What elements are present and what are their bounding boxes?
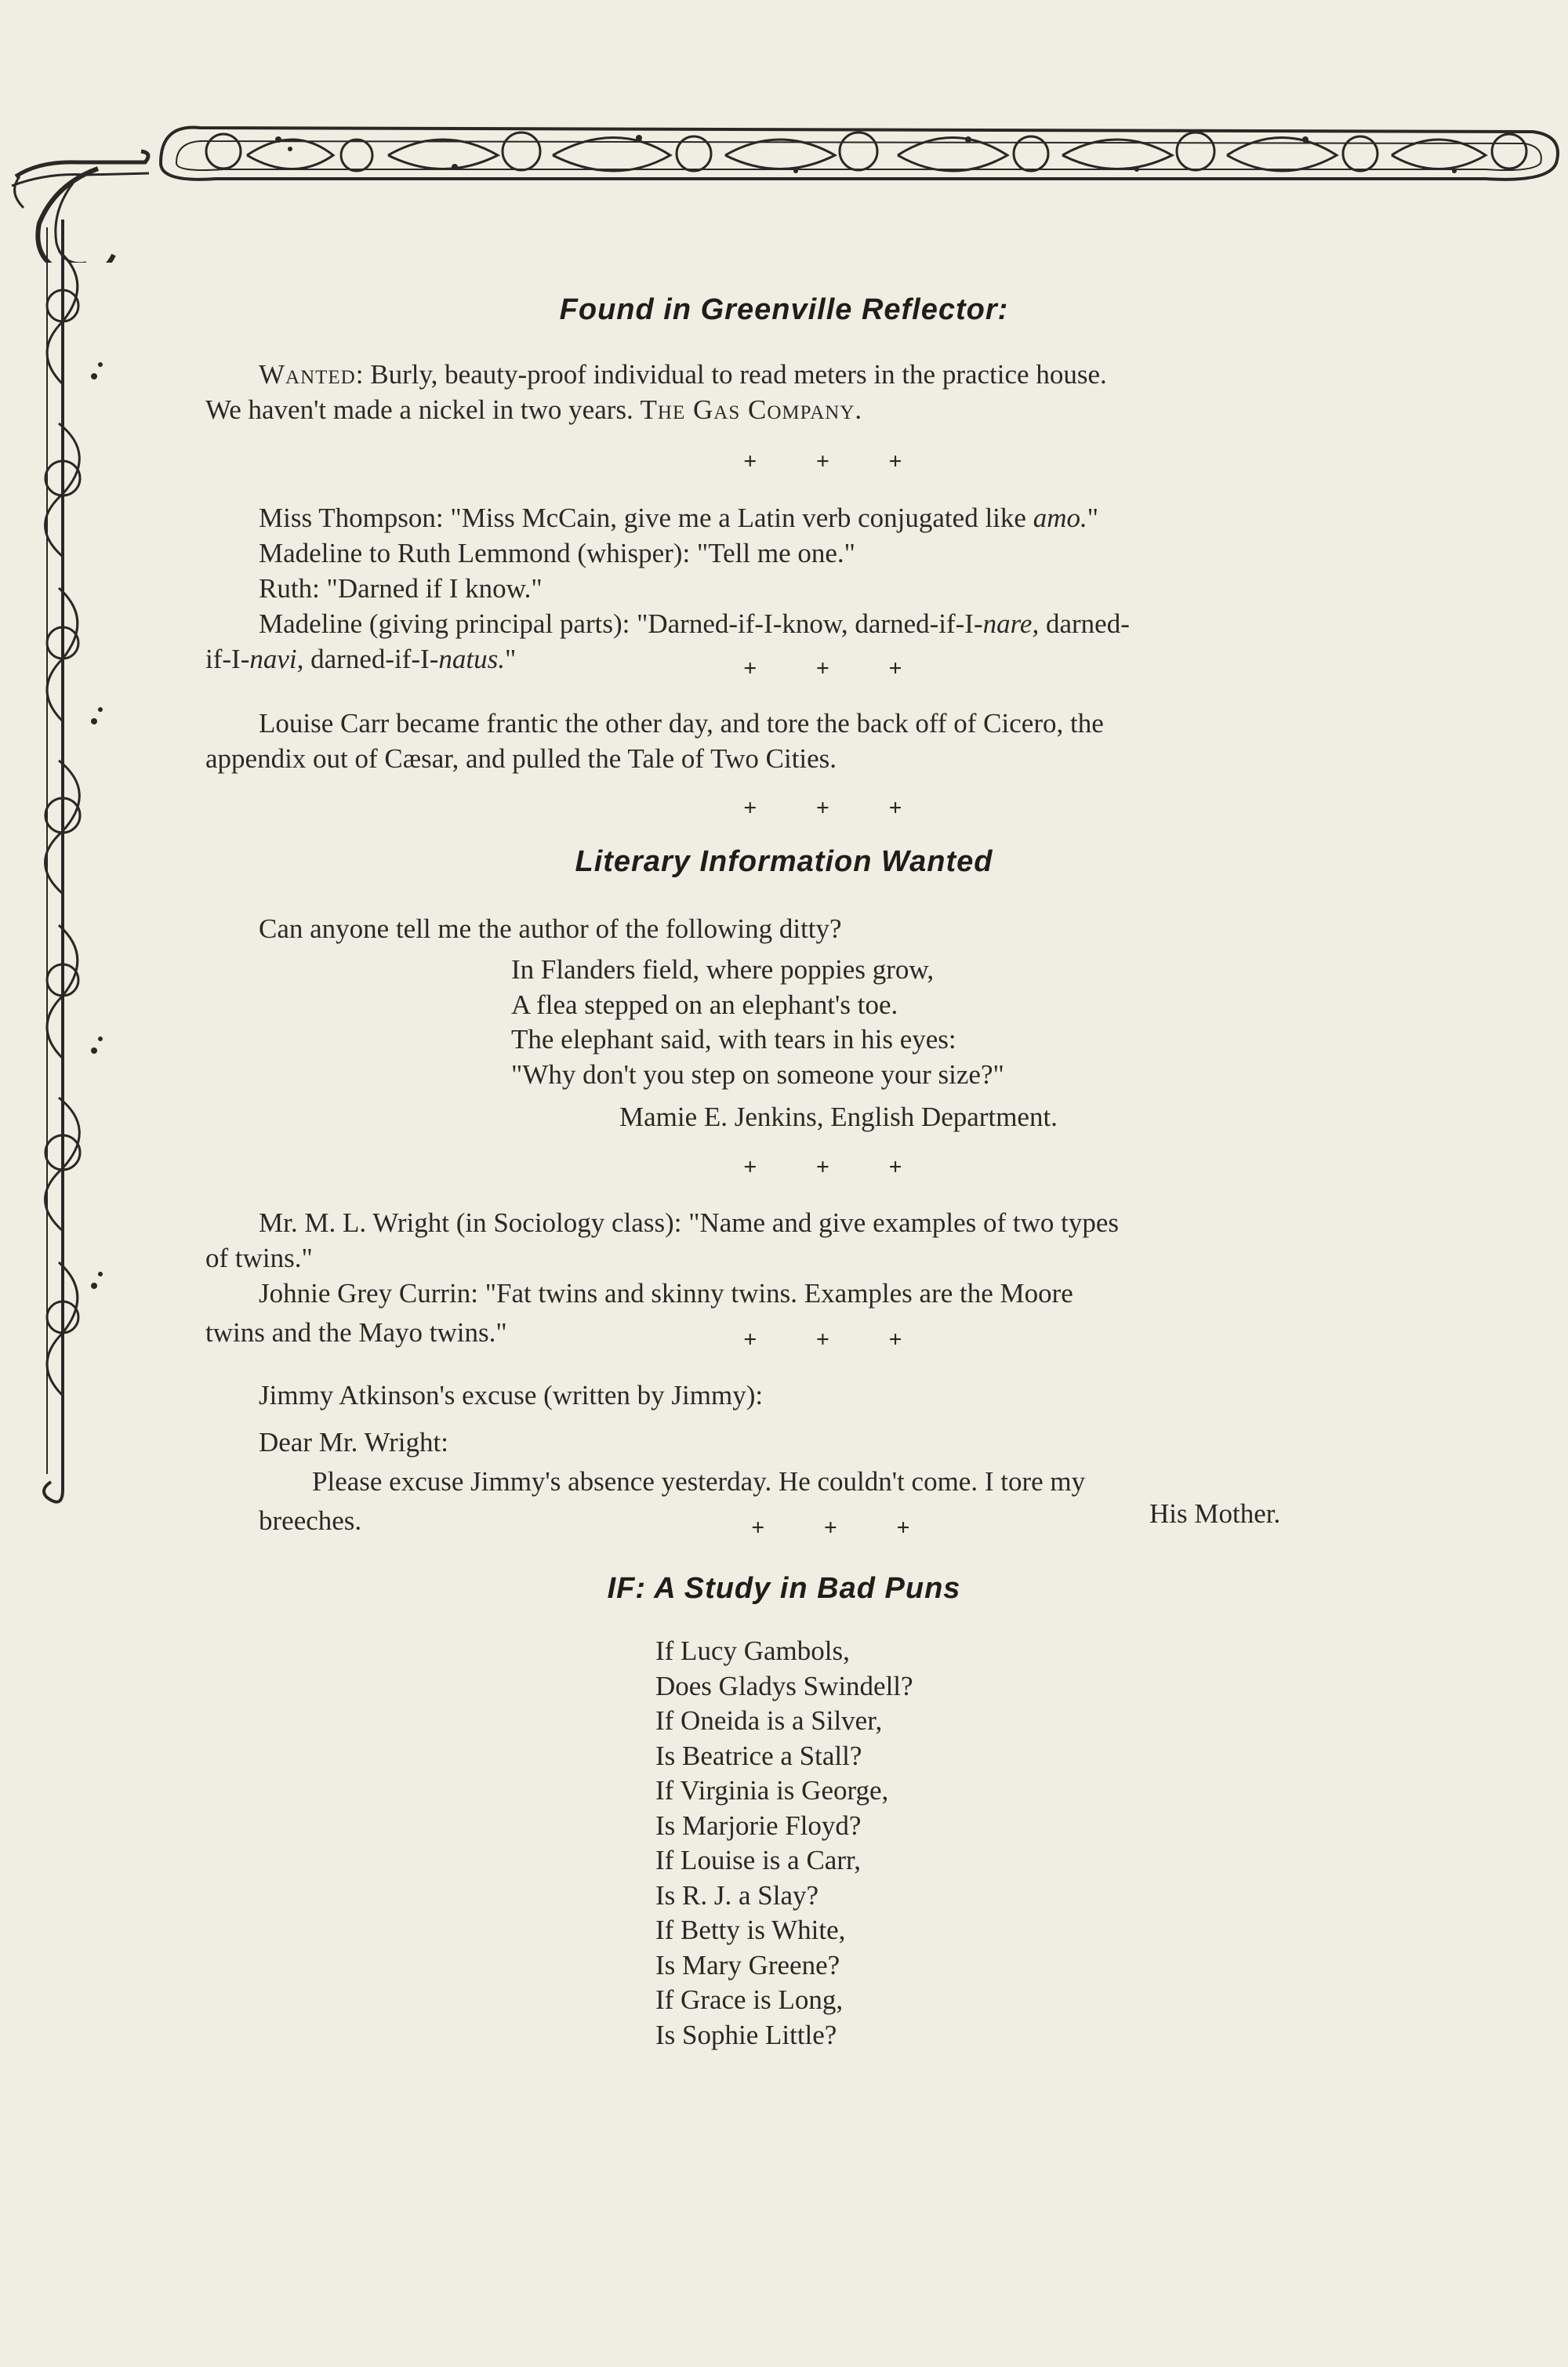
excuse-signature: His Mother.: [1149, 1498, 1281, 1529]
latin-text-5c: darned-if-I-: [303, 644, 439, 674]
ad-line-1: [259, 357, 1107, 393]
pun-line: If Betty is White,: [655, 1915, 846, 1945]
latin-line-2: Madeline to Ruth Lemmond (whisper): "Tell me one.": [259, 538, 855, 568]
excuse-intro: Jimmy Atkinson's excuse (written by Jimmy):: [259, 1380, 764, 1410]
separator-1: + + +: [743, 448, 929, 474]
pun-line: If Virginia is George,: [655, 1775, 889, 1806]
carr-line-1: Louise Carr became frantic the other day, and tore the back off of Cicero, the: [259, 708, 1104, 739]
pun-line: If Lucy Gambols,: [655, 1635, 850, 1666]
latin-text-4b: nare,: [982, 608, 1040, 639]
latin-text-5b: navi,: [249, 644, 304, 674]
ad-signature: The Gas Company.: [640, 394, 863, 425]
pun-line: If Grace is Long,: [655, 1984, 844, 2015]
heading-bad-puns: IF: A Study in Bad Puns: [607, 1572, 961, 1605]
latin-text-4c: darned-: [1039, 608, 1130, 639]
twins-line-4: twins and the Mayo twins.": [205, 1317, 507, 1348]
latin-line-4: [259, 606, 1130, 642]
heading-greenville-reflector: Found in Greenville Reflector:: [559, 293, 1009, 326]
excuse-salutation: Dear Mr. Wright:: [259, 1427, 448, 1458]
ad-lead-word: Wanted: [259, 359, 356, 390]
pun-line: Is Marjorie Floyd?: [655, 1810, 862, 1841]
pun-line: Is Mary Greene?: [655, 1949, 840, 1980]
excuse-body-line-2: breeches.: [259, 1505, 362, 1536]
excuse-body-line-1: Please excuse Jimmy's absence yesterday. He couldn't come. I tore my: [312, 1466, 1086, 1497]
separator-4: + + +: [743, 1154, 929, 1180]
separator-2: + + +: [743, 655, 929, 681]
ad-text-2: We haven't made a nickel in two years.: [205, 394, 641, 425]
carr-line-2: appendix out of Cæsar, and pulled the Tale of Two Cities.: [205, 743, 837, 774]
pun-line: Is Sophie Little?: [655, 2019, 837, 2050]
ornamental-top-border: [153, 108, 1564, 194]
latin-text-1c: ": [1087, 503, 1099, 533]
pun-line: Does Gladys Swindell?: [655, 1670, 913, 1701]
puns-list: [655, 1634, 913, 2053]
poem-line: A flea stepped on an elephant's toe.: [511, 989, 898, 1020]
separator-5: + + +: [743, 1327, 929, 1352]
ad-line-2: [205, 392, 862, 428]
latin-text-5a: if-I-: [205, 644, 250, 674]
latin-line-1: [259, 500, 1098, 536]
latin-text-1a: Miss Thompson: "Miss McCain, give me a Latin verb conjugated like: [259, 503, 1033, 533]
twins-line-1: Mr. M. L. Wright (in Sociology class): "Name and give examples of two types: [259, 1207, 1120, 1238]
latin-text-5e: ": [504, 644, 517, 674]
latin-line-3: Ruth: "Darned if I know.": [259, 573, 543, 604]
pun-line: Is Beatrice a Stall?: [655, 1740, 862, 1771]
heading-literary-information: Literary Information Wanted: [575, 845, 993, 878]
latin-text-4a: Madeline (giving principal parts): "Darned-if-I-know, darned-if-I-: [259, 608, 983, 639]
latin-text-1b: amo.: [1033, 503, 1087, 533]
pun-line: If Louise is a Carr,: [655, 1845, 861, 1875]
twins-line-3: Johnie Grey Currin: "Fat twins and skinny twins. Examples are the Moore: [259, 1278, 1073, 1309]
separator-6: + + +: [751, 1515, 937, 1541]
twins-line-2: of twins.": [205, 1243, 313, 1273]
ad-text-1: : Burly, beauty-proof individual to read meters in the practice house.: [355, 359, 1107, 390]
poem-line: In Flanders field, where poppies grow,: [511, 954, 935, 985]
pun-line: If Oneida is a Silver,: [655, 1705, 883, 1736]
latin-text-5d: natus.: [438, 644, 505, 674]
separator-3: + + +: [743, 795, 929, 821]
latin-line-5: [205, 641, 516, 677]
literary-question: Can anyone tell me the author of the following ditty?: [259, 913, 842, 944]
pun-line: Is R. J. a Slay?: [655, 1879, 819, 1911]
poem-line: "Why don't you step on someone your size?": [511, 1058, 1004, 1090]
literary-poem: [511, 953, 1004, 1092]
poem-attribution: Mamie E. Jenkins, English Department.: [619, 1102, 1058, 1132]
poem-line: The elephant said, with tears in his eyes:: [511, 1024, 956, 1055]
